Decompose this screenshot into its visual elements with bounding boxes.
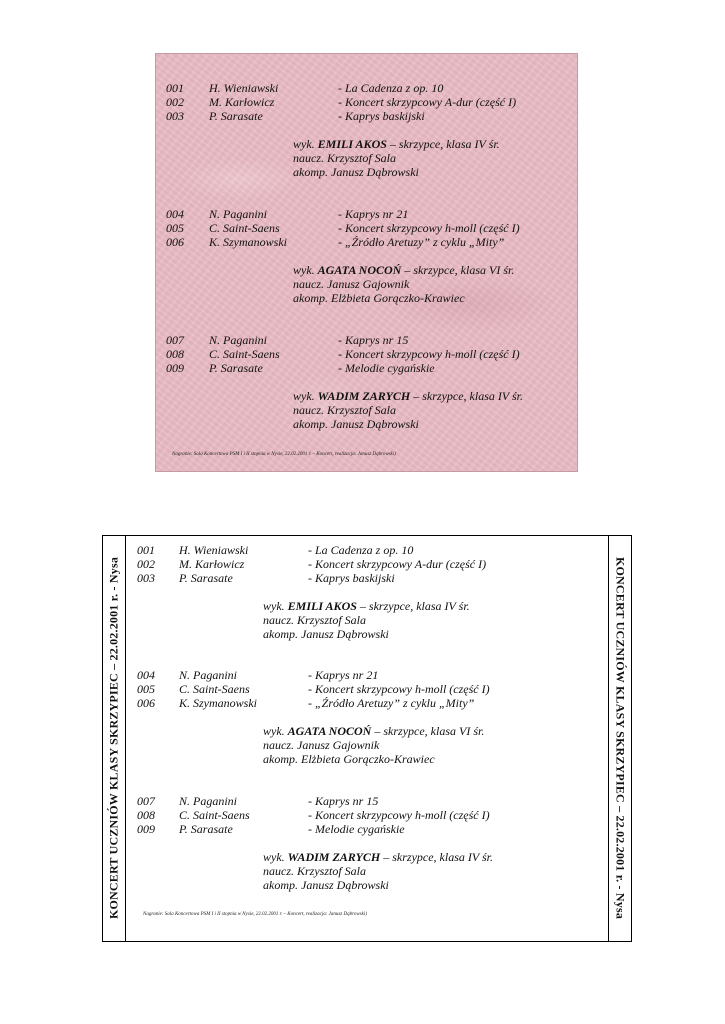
- accompanist-line: akomp. Elżbieta Gorączko-Krawiec: [263, 752, 435, 766]
- track-piece: - Melodie cygańskie: [308, 822, 405, 836]
- track-piece: - Kaprys nr 21: [308, 668, 379, 682]
- track-number: 003: [137, 571, 155, 585]
- teacher-line: naucz. Krzysztof Sala: [293, 403, 397, 417]
- performer-name: WADIM ZARYCH: [317, 389, 411, 403]
- track-piece: - Koncert skrzypcowy A-dur (część I): [338, 95, 517, 109]
- track-piece: - Kaprys nr 21: [338, 207, 409, 221]
- track-number: 006: [137, 696, 155, 710]
- back-cover-panel: [102, 535, 632, 942]
- track-piece: - La Cadenza z op. 10: [308, 543, 414, 557]
- track-piece: - Koncert skrzypcowy h-moll (część I): [308, 682, 490, 696]
- right-spine: [609, 536, 631, 941]
- track-composer: N. Paganini: [209, 333, 268, 347]
- track-composer: H. Wieniawski: [209, 81, 279, 95]
- accompanist-line: akomp. Elżbieta Gorączko-Krawiec: [293, 291, 465, 305]
- spine-title-right: KONCERT UCZNIÓW KLASY SKRZYPIEC – 22.02.2001 r. - Nysa: [613, 556, 628, 920]
- performer-name: EMILI AKOS: [317, 137, 387, 151]
- accompanist-line: akomp. Janusz Dąbrowski: [293, 417, 419, 431]
- track-piece: - Kaprys baskijski: [338, 109, 425, 123]
- spine-title-left: KONCERT UCZNIÓW KLASY SKRZYPIEC – 22.02.2001 r. - Nysa: [106, 556, 121, 920]
- teacher-line: naucz. Krzysztof Sala: [263, 613, 367, 627]
- track-composer: K. Szymanowski: [179, 696, 257, 710]
- track-number: 009: [166, 361, 184, 375]
- track-piece: - Koncert skrzypcowy A-dur (część I): [308, 557, 487, 571]
- track-number: 008: [137, 808, 155, 822]
- accompanist-line: akomp. Janusz Dąbrowski: [293, 165, 419, 179]
- track-piece: - „Źródło Aretuzy” z cyklu „Mity”: [338, 235, 505, 249]
- performer-name: AGATA NOCOŃ: [287, 724, 372, 738]
- track-composer: M. Karłowicz: [209, 95, 275, 109]
- track-number: 001: [137, 543, 155, 557]
- performer-line: wyk. EMILI AKOS – skrzypce, klasa IV śr.: [263, 599, 470, 613]
- track-number: 004: [166, 207, 184, 221]
- performer-line: wyk. EMILI AKOS – skrzypce, klasa IV śr.: [293, 137, 500, 151]
- track-number: 007: [137, 794, 155, 808]
- performer-line: wyk. WADIM ZARYCH – skrzypce, klasa IV śr.: [263, 850, 493, 864]
- track-number: 005: [137, 682, 155, 696]
- recording-note: Nagranie: Sala Koncertowa PSM I i II stopnia w Nysie, 22.02.2001 r. – Koncert, realizacja: Janusz Dąbrowski): [143, 912, 367, 917]
- track-piece: - Koncert skrzypcowy h-moll (część I): [308, 808, 490, 822]
- track-composer: C. Saint-Saens: [209, 221, 280, 235]
- track-number: 008: [166, 347, 184, 361]
- left-spine: [103, 536, 126, 941]
- performer-line: wyk. AGATA NOCOŃ – skrzypce, klasa VI śr.: [263, 724, 485, 738]
- track-number: 009: [137, 822, 155, 836]
- track-number: 007: [166, 333, 184, 347]
- track-number: 002: [137, 557, 155, 571]
- track-composer: P. Sarasate: [209, 109, 263, 123]
- track-number: 003: [166, 109, 184, 123]
- track-composer: C. Saint-Saens: [179, 682, 250, 696]
- teacher-line: naucz. Krzysztof Sala: [293, 151, 397, 165]
- track-piece: - „Źródło Aretuzy” z cyklu „Mity”: [308, 696, 475, 710]
- accompanist-line: akomp. Janusz Dąbrowski: [263, 627, 389, 641]
- track-number: 006: [166, 235, 184, 249]
- track-piece: - La Cadenza z op. 10: [338, 81, 444, 95]
- track-composer: N. Paganini: [179, 668, 238, 682]
- performer-name: WADIM ZARYCH: [287, 850, 381, 864]
- track-piece: - Kaprys nr 15: [338, 333, 409, 347]
- track-composer: N. Paganini: [179, 794, 238, 808]
- track-composer: P. Sarasate: [209, 361, 263, 375]
- performer-line: wyk. AGATA NOCOŃ – skrzypce, klasa VI śr.: [293, 263, 515, 277]
- track-composer: C. Saint-Saens: [179, 808, 250, 822]
- track-number: 001: [166, 81, 184, 95]
- track-piece: - Koncert skrzypcowy h-moll (część I): [338, 347, 520, 361]
- track-composer: N. Paganini: [209, 207, 268, 221]
- teacher-line: naucz. Krzysztof Sala: [263, 864, 367, 878]
- front-cover-panel: [155, 53, 578, 472]
- track-composer: K. Szymanowski: [209, 235, 287, 249]
- performer-name: AGATA NOCOŃ: [317, 263, 402, 277]
- performer-name: EMILI AKOS: [287, 599, 357, 613]
- teacher-line: naucz. Janusz Gajownik: [293, 277, 410, 291]
- track-number: 002: [166, 95, 184, 109]
- track-composer: C. Saint-Saens: [209, 347, 280, 361]
- accompanist-line: akomp. Janusz Dąbrowski: [263, 878, 389, 892]
- track-number: 004: [137, 668, 155, 682]
- teacher-line: naucz. Janusz Gajownik: [263, 738, 380, 752]
- track-composer: H. Wieniawski: [179, 543, 249, 557]
- performer-line: wyk. WADIM ZARYCH – skrzypce, klasa IV śr.: [293, 389, 523, 403]
- track-piece: - Koncert skrzypcowy h-moll (część I): [338, 221, 520, 235]
- track-composer: P. Sarasate: [179, 571, 233, 585]
- track-composer: P. Sarasate: [179, 822, 233, 836]
- track-piece: - Kaprys nr 15: [308, 794, 379, 808]
- track-composer: M. Karłowicz: [179, 557, 245, 571]
- recording-note: Nagranie: Sala Koncertowa PSM I i II stopnia w Nysie, 22.02.2001 r. – Koncert, realizacja: Janusz Dąbrowski): [172, 452, 396, 457]
- track-piece: - Melodie cygańskie: [338, 361, 435, 375]
- track-piece: - Kaprys baskijski: [308, 571, 395, 585]
- track-number: 005: [166, 221, 184, 235]
